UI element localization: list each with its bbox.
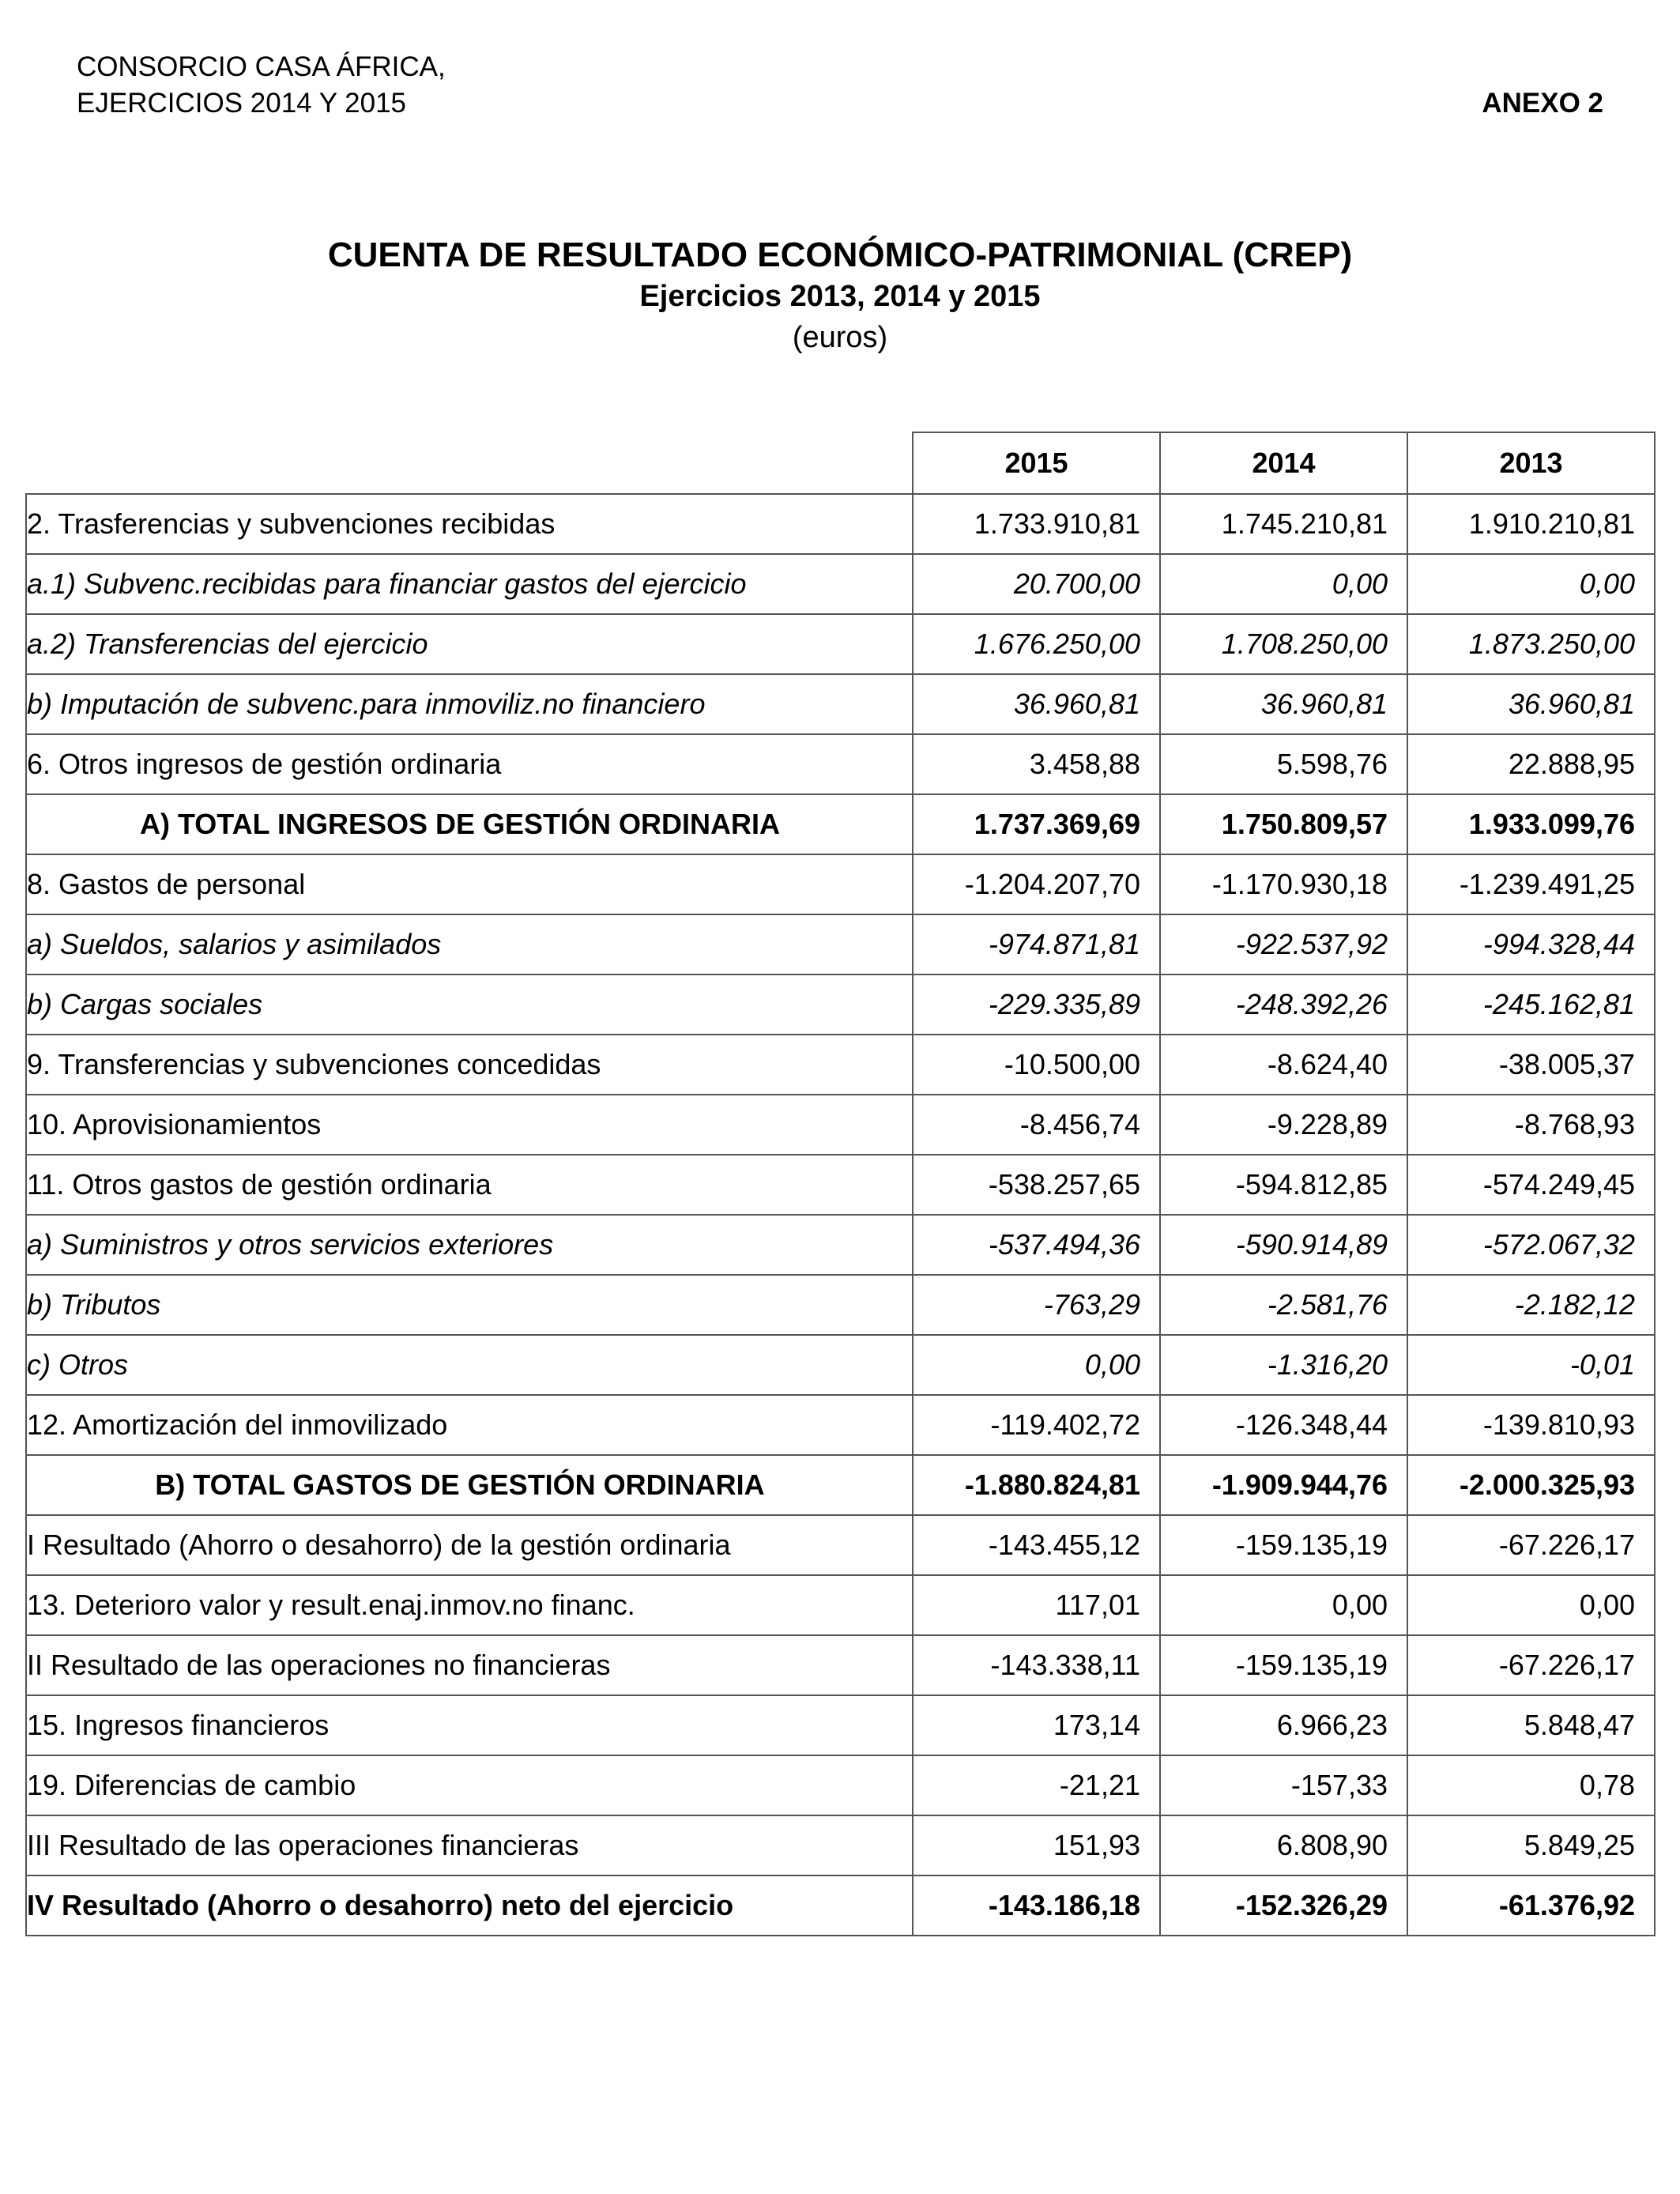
value-2013: 5.849,25 [1407, 1815, 1655, 1875]
value-2014: -922.537,92 [1160, 914, 1407, 974]
table-row [26, 554, 1655, 614]
value-2015: 117,01 [913, 1575, 1160, 1635]
organization-name: CONSORCIO CASA ÁFRICA, [77, 51, 446, 82]
row-label: 8. Gastos de personal [26, 854, 913, 914]
fiscal-years: EJERCICIOS 2014 Y 2015 [77, 88, 407, 119]
value-2014: -9.228,89 [1160, 1095, 1407, 1155]
value-2015: 3.458,88 [913, 734, 1160, 794]
row-label: I Resultado (Ahorro o desahorro) de la gestión ordinaria [26, 1515, 913, 1575]
row-label: 10. Aprovisionamientos [26, 1095, 913, 1155]
value-2015: 20.700,00 [913, 554, 1160, 614]
value-2013: -61.376,92 [1407, 1875, 1655, 1936]
value-2014: 0,00 [1160, 554, 1407, 614]
value-2013: -572.067,32 [1407, 1215, 1655, 1275]
organization-header [77, 49, 446, 122]
row-label: IV Resultado (Ahorro o desahorro) neto del ejercicio [26, 1875, 913, 1936]
value-2014: -248.392,26 [1160, 974, 1407, 1035]
header-blank-cell [26, 432, 913, 494]
value-2014: 1.750.809,57 [1160, 794, 1407, 854]
value-2014: -126.348,44 [1160, 1395, 1407, 1455]
column-header-2015: 2015 [913, 432, 1160, 494]
row-label: 13. Deterioro valor y result.enaj.inmov.no financ. [26, 1575, 913, 1635]
value-2015: -10.500,00 [913, 1035, 1160, 1095]
table-row [26, 854, 1655, 914]
table-row [26, 1335, 1655, 1395]
value-2014: -159.135,19 [1160, 1515, 1407, 1575]
row-label: A) TOTAL INGRESOS DE GESTIÓN ORDINARIA [26, 794, 913, 854]
value-2013: 1.910.210,81 [1407, 494, 1655, 554]
row-label: 9. Transferencias y subvenciones concedidas [26, 1035, 913, 1095]
value-2014: -1.170.930,18 [1160, 854, 1407, 914]
value-2013: 0,78 [1407, 1755, 1655, 1815]
total-row [26, 1455, 1655, 1515]
row-label: c) Otros [26, 1335, 913, 1395]
value-2013: -2.000.325,93 [1407, 1455, 1655, 1515]
page-title: CUENTA DE RESULTADO ECONÓMICO-PATRIMONIAL (CREP) [327, 236, 1353, 274]
row-label: 12. Amortización del inmovilizado [26, 1395, 913, 1455]
value-2014: 36.960,81 [1160, 674, 1407, 734]
value-2013: -139.810,93 [1407, 1395, 1655, 1455]
value-2013: 0,00 [1407, 1575, 1655, 1635]
table-row [26, 1395, 1655, 1455]
value-2013: -38.005,37 [1407, 1035, 1655, 1095]
value-2015: -538.257,65 [913, 1155, 1160, 1215]
value-2015: 1.676.250,00 [913, 614, 1160, 674]
value-2015: 151,93 [913, 1815, 1160, 1875]
crep-table [25, 432, 1656, 1936]
table-row [26, 1275, 1655, 1335]
value-2015: -763,29 [913, 1275, 1160, 1335]
table-row [26, 1155, 1655, 1215]
row-label: b) Imputación de subvenc.para inmoviliz.no financiero [26, 674, 913, 734]
value-2015: -143.338,11 [913, 1635, 1160, 1695]
table-row [26, 674, 1655, 734]
value-2013: -67.226,17 [1407, 1515, 1655, 1575]
annex-label: ANEXO 2 [1482, 88, 1603, 119]
table-row [26, 974, 1655, 1035]
row-label: III Resultado de las operaciones financieras [26, 1815, 913, 1875]
value-2014: -2.581,76 [1160, 1275, 1407, 1335]
column-header-2014: 2014 [1160, 432, 1407, 494]
value-2013: -994.328,44 [1407, 914, 1655, 974]
row-label: II Resultado de las operaciones no financieras [26, 1635, 913, 1695]
row-label: b) Cargas sociales [26, 974, 913, 1035]
value-2013: -2.182,12 [1407, 1275, 1655, 1335]
row-label: 11. Otros gastos de gestión ordinaria [26, 1155, 913, 1215]
value-2013: -574.249,45 [1407, 1155, 1655, 1215]
result-row [26, 1515, 1655, 1575]
value-2013: -245.162,81 [1407, 974, 1655, 1035]
table-row [26, 914, 1655, 974]
table-row [26, 494, 1655, 554]
value-2014: -8.624,40 [1160, 1035, 1407, 1095]
value-2015: -143.455,12 [913, 1515, 1160, 1575]
value-2014: 6.966,23 [1160, 1695, 1407, 1755]
value-2013: -1.239.491,25 [1407, 854, 1655, 914]
table-row [26, 1215, 1655, 1275]
value-2015: -21,21 [913, 1755, 1160, 1815]
table-row [26, 1035, 1655, 1095]
total-row [26, 794, 1655, 854]
net-result-row [26, 1875, 1655, 1936]
table-header-row [26, 432, 1655, 494]
row-label: a.2) Transferencias del ejercicio [26, 614, 913, 674]
units-label: (euros) [792, 321, 888, 354]
row-label: a) Sueldos, salarios y asimilados [26, 914, 913, 974]
result-row [26, 1815, 1655, 1875]
value-2013: 5.848,47 [1407, 1695, 1655, 1755]
value-2014: 1.745.210,81 [1160, 494, 1407, 554]
title-block [0, 233, 1680, 360]
value-2015: 1.737.369,69 [913, 794, 1160, 854]
value-2015: 36.960,81 [913, 674, 1160, 734]
value-2014: -594.812,85 [1160, 1155, 1407, 1215]
value-2014: 5.598,76 [1160, 734, 1407, 794]
value-2015: 1.733.910,81 [913, 494, 1160, 554]
table-row [26, 1095, 1655, 1155]
value-2015: -8.456,74 [913, 1095, 1160, 1155]
column-header-2013: 2013 [1407, 432, 1655, 494]
page-subtitle: Ejercicios 2013, 2014 y 2015 [639, 280, 1041, 313]
table-row [26, 734, 1655, 794]
row-label: a) Suministros y otros servicios exteriores [26, 1215, 913, 1275]
value-2014: -590.914,89 [1160, 1215, 1407, 1275]
result-row [26, 1635, 1655, 1695]
row-label: 6. Otros ingresos de gestión ordinaria [26, 734, 913, 794]
row-label: 19. Diferencias de cambio [26, 1755, 913, 1815]
table-row [26, 1695, 1655, 1755]
value-2015: 0,00 [913, 1335, 1160, 1395]
value-2014: -1.316,20 [1160, 1335, 1407, 1395]
table-row [26, 1575, 1655, 1635]
row-label: 2. Trasferencias y subvenciones recibidas [26, 494, 913, 554]
value-2013: 0,00 [1407, 554, 1655, 614]
table-row [26, 614, 1655, 674]
table-row [26, 1755, 1655, 1815]
value-2015: -119.402,72 [913, 1395, 1160, 1455]
value-2015: -143.186,18 [913, 1875, 1160, 1936]
value-2015: -537.494,36 [913, 1215, 1160, 1275]
row-label: B) TOTAL GASTOS DE GESTIÓN ORDINARIA [26, 1455, 913, 1515]
value-2013: 36.960,81 [1407, 674, 1655, 734]
row-label: 15. Ingresos financieros [26, 1695, 913, 1755]
row-label: a.1) Subvenc.recibidas para financiar gastos del ejercicio [26, 554, 913, 614]
value-2013: 1.933.099,76 [1407, 794, 1655, 854]
value-2014: -157,33 [1160, 1755, 1407, 1815]
value-2014: -159.135,19 [1160, 1635, 1407, 1695]
value-2014: 6.808,90 [1160, 1815, 1407, 1875]
value-2014: 0,00 [1160, 1575, 1407, 1635]
row-label: b) Tributos [26, 1275, 913, 1335]
value-2013: 1.873.250,00 [1407, 614, 1655, 674]
value-2015: -229.335,89 [913, 974, 1160, 1035]
value-2014: -152.326,29 [1160, 1875, 1407, 1936]
value-2013: -67.226,17 [1407, 1635, 1655, 1695]
value-2013: -8.768,93 [1407, 1095, 1655, 1155]
value-2015: 173,14 [913, 1695, 1160, 1755]
value-2013: -0,01 [1407, 1335, 1655, 1395]
value-2013: 22.888,95 [1407, 734, 1655, 794]
value-2014: -1.909.944,76 [1160, 1455, 1407, 1515]
value-2015: -1.204.207,70 [913, 854, 1160, 914]
value-2015: -1.880.824,81 [913, 1455, 1160, 1515]
value-2015: -974.871,81 [913, 914, 1160, 974]
value-2014: 1.708.250,00 [1160, 614, 1407, 674]
